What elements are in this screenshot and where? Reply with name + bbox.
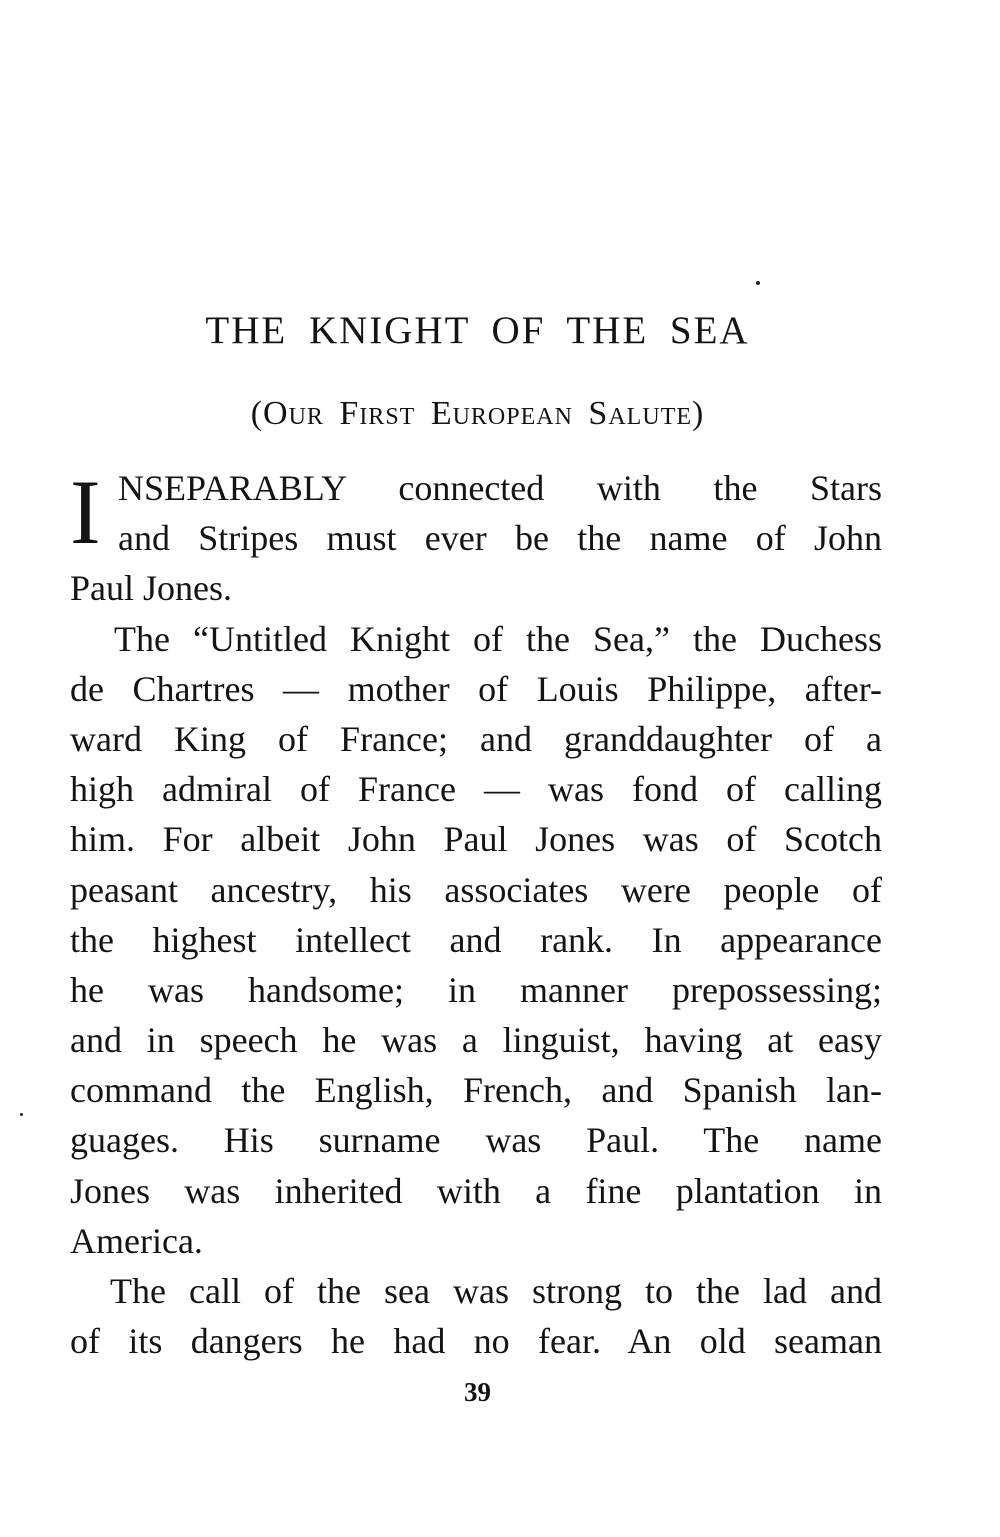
ink-speck (20, 1113, 23, 1116)
text-line: ward King of France; and granddaughter of a (70, 718, 882, 759)
text-line: The call of the sea was strong to the lad and (110, 1271, 882, 1311)
paragraph-3 (70, 1266, 882, 1366)
text-line: command the English, French, and Spanish lan- (70, 1070, 882, 1111)
text-line: guages. His surname was Paul. The name (70, 1120, 882, 1161)
chapter-subtitle: (Our First European Salute) (250, 395, 705, 432)
text-line: Paul Jones. (70, 568, 232, 609)
text-line: Jones was inherited with a fine plantation in (70, 1170, 882, 1211)
text-line: high admiral of France — was fond of calling (70, 769, 882, 810)
text-line: he was handsome; in manner prepossessing; (70, 969, 882, 1010)
text-line: America. (70, 1220, 203, 1261)
body-text (70, 463, 882, 1366)
text-line: de Chartres — mother of Louis Philippe, after- (70, 668, 882, 709)
text-line: The “Untitled Knight of the Sea,” the Duchess (114, 618, 882, 659)
drop-cap: I (70, 461, 101, 563)
text-line: NSEPARABLY connected with the Stars (118, 468, 882, 508)
text-line: of its dangers he had no fear. An old seaman (70, 1321, 882, 1362)
page-number: 39 (464, 1377, 491, 1407)
paragraph-1 (70, 463, 882, 614)
text-line: him. For albeit John Paul Jones was of Scotch (70, 819, 882, 860)
ink-speck (756, 281, 760, 285)
text-line: and Stripes must ever be the name of John (118, 518, 882, 559)
text-line: peasant ancestry, his associates were people of (70, 869, 882, 910)
text-line: and in speech he was a linguist, having at easy (70, 1020, 882, 1061)
chapter-title: THE KNIGHT OF THE SEA (205, 309, 750, 352)
text-line: the highest intellect and rank. In appearance (70, 919, 882, 960)
paragraph-2 (70, 614, 882, 1266)
